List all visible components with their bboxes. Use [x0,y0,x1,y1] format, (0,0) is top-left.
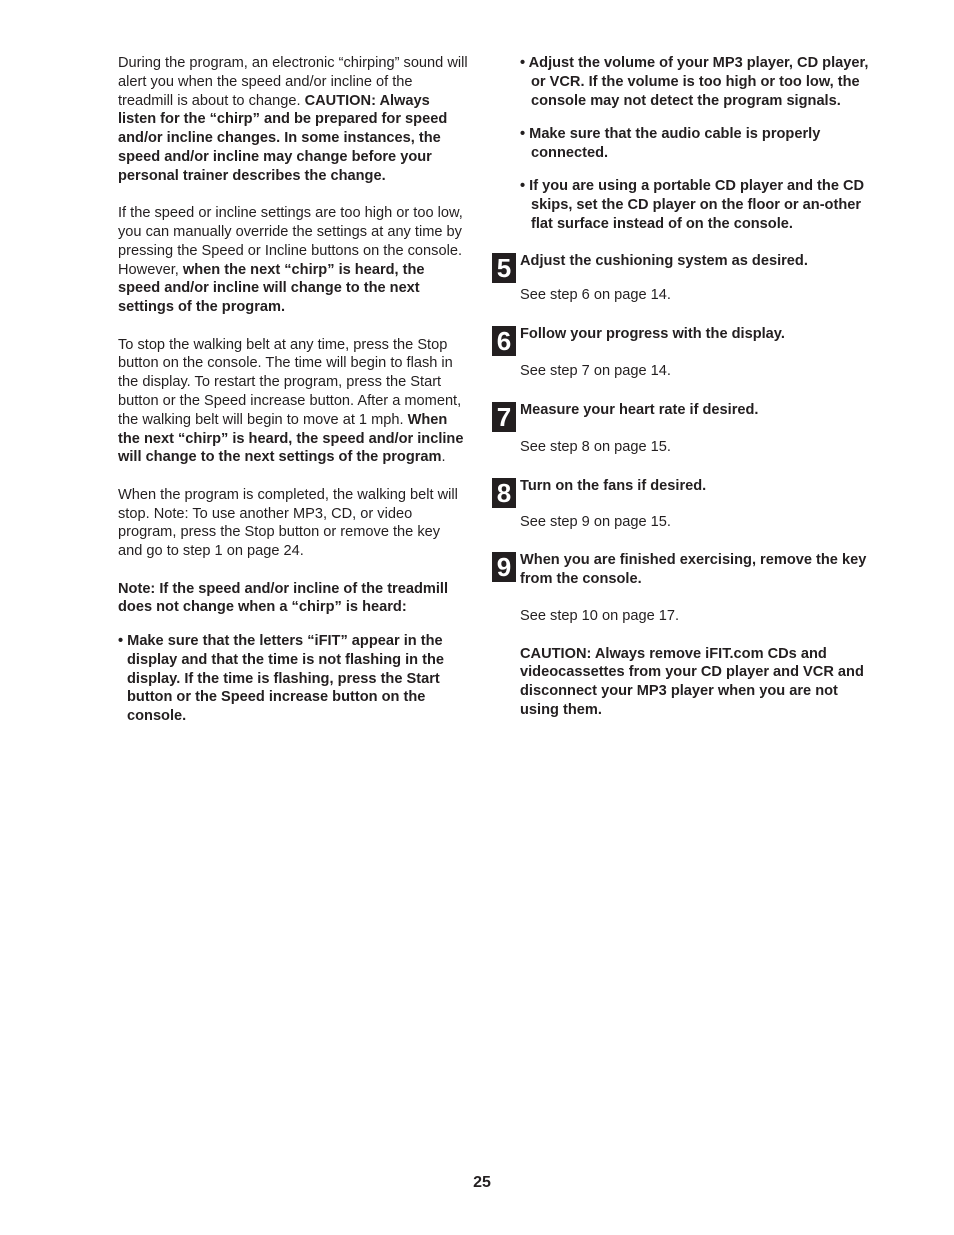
step-title: Measure your heart rate if desired. [520,401,759,418]
step-title: Follow your progress with the display. [520,326,785,343]
step-number-badge: 7 [492,402,516,432]
step-body: See step 9 on page 15. [520,514,671,531]
paragraph-chirp-intro: During the program, an electronic “chirping” sound will alert you when the speed and/or incline of the treadmill is about to change. CAUTION: Always listen for the “chirp” and be prepared for speed and/or incline changes. In some instances, the speed and/or incline may change before your personal trainer describes the change. [118,55,468,184]
left-column [118,54,468,741]
step-7 [492,401,877,458]
step-8 [492,477,877,533]
step-number-badge: 9 [492,552,516,582]
bullet-adjust-volume: • Adjust the volume of your MP3 player, CD player, or VCR. If the volume is too high or too low, the console may not detect the program signals. [520,55,869,109]
bullet-cd-skips: • If you are using a portable CD player and the CD skips, set the CD player on the floor or an-other flat surface instead of on the console. [520,177,865,232]
step-5 [492,252,877,305]
page-number: 25 [473,1174,491,1191]
step-number-badge: 5 [492,253,516,283]
step-title: When you are finished exercising, remove the key from the console. [520,552,867,588]
paragraph-manual-override: If the speed or incline settings are too high or too low, you can manually override the settings at any time by pressing the Speed or Incline buttons on the console. However, when the next “chirp” is heard, the speed and/or incline will change to the next settings of the program. [118,205,463,316]
step-number-badge: 8 [492,478,516,508]
step-body: See step 8 on page 15. [520,439,671,456]
step-6 [492,325,877,381]
step-9 [492,551,877,720]
note-heading: Note: If the speed and/or incline of the treadmill does not change when a “chirp” is heard: [118,580,449,616]
bullet-ifit-display: • Make sure that the letters “iFIT” appear in the display and that the time is not flashing in the display. If the time is flashing, press the Start button or the Speed increase button on the console. [118,633,445,725]
step-title: Adjust the cushioning system as desired. [520,252,808,269]
step-title: Turn on the fans if desired. [520,477,707,494]
paragraph-stop-belt: To stop the walking belt at any time, press the Stop button on the console. The time will begin to flash in the display. To restart the program, press the Start button or the Speed increase button. After a moment, the walking belt will begin to move at 1 mph. When the next “chirp” is heard, the speed and/or incline will change to the next settings of the program. [118,336,464,466]
right-column [492,54,877,720]
step-number-badge: 6 [492,326,516,356]
bullet-audio-cable: • Make sure that the audio cable is properly connected. [520,125,821,161]
step-body: See step 7 on page 14. [520,363,671,380]
step-body: See step 6 on page 14. [520,286,671,303]
paragraph-program-completed: When the program is completed, the walking belt will stop. Note: To use another MP3, CD, or video program, press the Stop button or remove the key and go to step 1 on page 24. [118,486,458,560]
step-body: See step 10 on page 17. [520,607,680,624]
caution-remove-media: CAUTION: Always remove iFIT.com CDs and videocassettes from your CD player and VCR and disconnect your MP3 player when you are not using them. [520,645,864,719]
